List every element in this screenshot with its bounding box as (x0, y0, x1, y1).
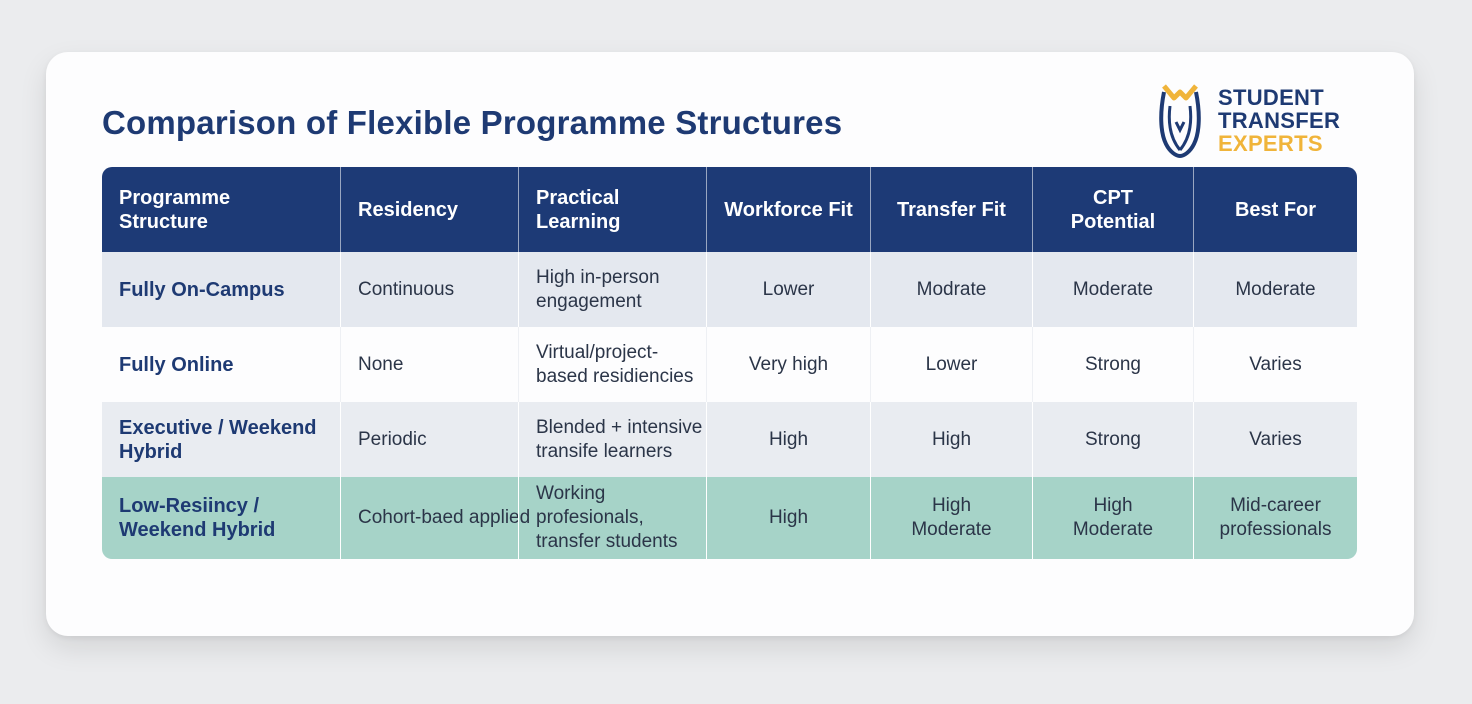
table-cell: Lower (870, 327, 1032, 402)
table-cell: Working profesionals, transfer students (518, 477, 706, 559)
table-cell: Moderate (1032, 252, 1193, 327)
content-card (46, 52, 1414, 636)
header-cell: Best For (1193, 167, 1357, 252)
owl-icon (1158, 82, 1202, 158)
brand-line-1: STUDENT (1218, 85, 1324, 110)
table-cell: Varies (1193, 402, 1357, 477)
brand-wordmark (1218, 86, 1340, 155)
brand-line-2: TRANSFER (1218, 108, 1341, 133)
header-cell: Programme Structure (119, 186, 231, 233)
brand-logo (1158, 80, 1358, 160)
table-cell: None (340, 327, 518, 402)
table-row (102, 327, 1357, 402)
table-row (102, 402, 1357, 477)
table-cell: Cohort-baed applied (340, 477, 518, 559)
table-cell: Moderate (1193, 252, 1357, 327)
table-cell: Strong (1032, 402, 1193, 477)
table-row-highlighted (102, 477, 1357, 559)
table-header-row (102, 167, 1357, 252)
table-cell: Modrate (870, 252, 1032, 327)
table-cell: High Moderate (870, 477, 1032, 559)
table-cell: High in-person engagement (518, 252, 706, 327)
table-cell: Virtual/project-based residiencies (518, 327, 706, 402)
page-title: Comparison of Flexible Programme Structures (102, 104, 843, 141)
table-cell: Varies (1193, 327, 1357, 402)
header-cell: Residency (340, 167, 518, 252)
header-cell: Practical Learning (518, 167, 706, 252)
table-cell: Executive / Weekend Hybrid (119, 416, 317, 463)
table-cell: Low-Resiincy / Weekend Hybrid (119, 495, 276, 541)
table-cell: High (706, 477, 870, 559)
header-cell: CPT Potential (1032, 167, 1193, 252)
table-cell: Very high (706, 327, 870, 402)
comparison-table (102, 167, 1357, 559)
table-cell: Strong (1032, 327, 1193, 402)
table-cell: High (706, 402, 870, 477)
table-cell: Lower (706, 252, 870, 327)
table-cell: Periodic (340, 402, 518, 477)
table-row (102, 252, 1357, 327)
table-cell: Mid-career professionals (1193, 477, 1357, 559)
table-cell: Fully On-Campus (119, 278, 285, 301)
table-cell: High (870, 402, 1032, 477)
table-cell: Fully Online (119, 353, 234, 376)
brand-line-3: EXPERTS (1218, 131, 1323, 156)
table-cell: Continuous (340, 252, 518, 327)
table-cell: Blended + intensive transife learners (518, 402, 706, 477)
header-cell: Transfer Fit (870, 167, 1032, 252)
table-cell: High Moderate (1032, 477, 1193, 559)
header-cell: Workforce Fit (706, 167, 870, 252)
